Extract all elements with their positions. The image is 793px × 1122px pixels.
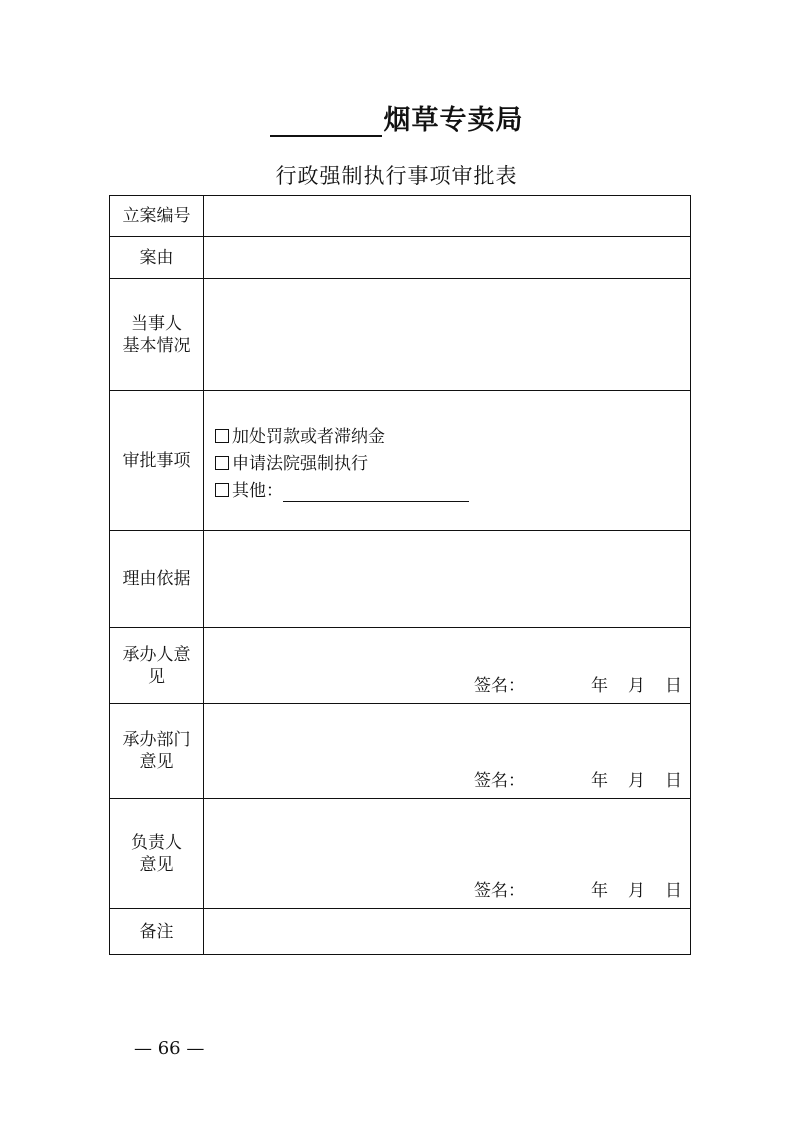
month-label: 月 [628, 771, 645, 791]
signature-label: 签名： [474, 771, 525, 791]
approval-items-row [110, 391, 691, 531]
dept-opinion-label-line2: 意见 [139, 752, 174, 772]
case-reason-label: 案由 [110, 237, 204, 279]
checkbox-icon[interactable] [215, 429, 229, 443]
handler-opinion-label-line1: 承办人意 [122, 644, 191, 665]
other-fill-in-line[interactable] [283, 483, 469, 502]
case-reason-field[interactable] [204, 237, 691, 279]
case-number-label: 立案编号 [110, 196, 204, 237]
organization-name-blank[interactable] [270, 105, 382, 137]
approval-items-label: 审批事项 [110, 391, 204, 531]
reason-basis-row [110, 531, 691, 628]
dept-signature-line [474, 770, 682, 792]
dept-opinion-label-line1: 承办部门 [122, 730, 191, 750]
remarks-label: 备注 [110, 909, 204, 955]
day-label: 日 [665, 676, 682, 696]
option-surcharge[interactable] [215, 424, 469, 451]
organization-title [0, 98, 793, 137]
reason-basis-label: 理由依据 [110, 531, 204, 628]
party-info-field[interactable] [204, 279, 691, 391]
option-other[interactable] [215, 478, 469, 505]
page-number: — 66 — [134, 1038, 205, 1059]
organization-title-text: 烟草专卖局 [383, 105, 524, 136]
case-number-field[interactable] [204, 196, 691, 237]
form-title: 行政强制执行事项审批表 [275, 164, 518, 188]
checkbox-icon[interactable] [215, 456, 229, 470]
option-surcharge-label: 加处罚款或者滞纳金 [232, 427, 385, 447]
day-label: 日 [665, 881, 682, 901]
case-number-row [110, 196, 691, 237]
approval-form-table [109, 195, 691, 955]
checkbox-icon[interactable] [215, 483, 229, 497]
party-info-label-line2: 基本情况 [122, 335, 191, 356]
approval-options-list [215, 424, 469, 505]
dept-opinion-field[interactable] [204, 704, 691, 799]
reason-basis-field[interactable] [204, 531, 691, 628]
year-label: 年 [591, 881, 608, 901]
handler-opinion-label [110, 628, 204, 704]
handler-opinion-label-line2: 见 [148, 666, 165, 687]
leader-opinion-field[interactable] [204, 799, 691, 909]
day-label: 日 [665, 771, 682, 791]
leader-signature-line [474, 880, 682, 902]
remarks-row [110, 909, 691, 955]
option-other-label: 其他： [232, 481, 283, 501]
approval-items-field [204, 391, 691, 531]
leader-opinion-label-line2: 意见 [139, 854, 174, 875]
signature-label: 签名： [474, 881, 525, 901]
option-court-enforcement-label: 申请法院强制执行 [232, 454, 368, 474]
handler-signature-line [474, 675, 682, 697]
year-label: 年 [591, 771, 608, 791]
dept-opinion-row [110, 704, 691, 799]
year-label: 年 [591, 676, 608, 696]
party-info-label-line1: 当事人 [131, 313, 182, 334]
case-reason-row [110, 237, 691, 279]
dept-opinion-label [110, 704, 204, 799]
party-info-row [110, 279, 691, 391]
party-info-label [110, 279, 204, 391]
month-label: 月 [628, 881, 645, 901]
remarks-field[interactable] [204, 909, 691, 955]
month-label: 月 [628, 676, 645, 696]
leader-opinion-label [110, 799, 204, 909]
handler-opinion-row [110, 628, 691, 704]
leader-opinion-label-line1: 负责人 [131, 832, 182, 853]
option-court-enforcement[interactable] [215, 451, 469, 478]
leader-opinion-row [110, 799, 691, 909]
signature-label: 签名： [474, 676, 525, 696]
handler-opinion-field[interactable] [204, 628, 691, 704]
